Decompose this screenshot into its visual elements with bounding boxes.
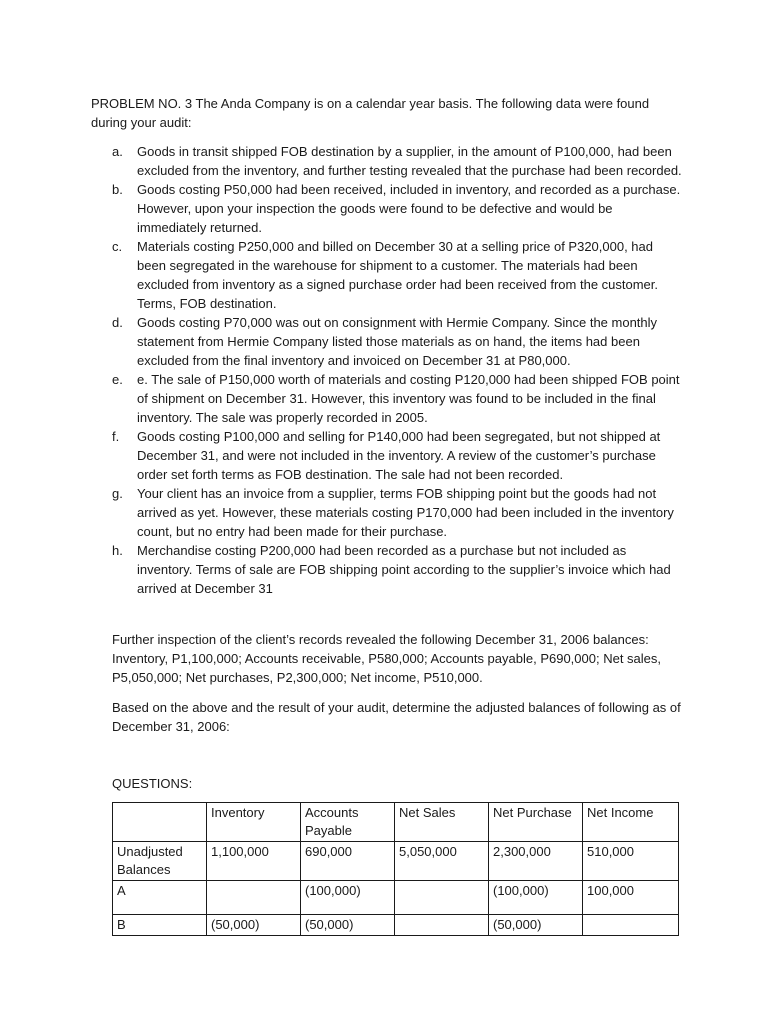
header-cell: Net Sales bbox=[395, 803, 489, 842]
list-item bbox=[112, 237, 682, 313]
table-cell: 5,050,000 bbox=[395, 842, 489, 881]
table-cell: 1,100,000 bbox=[207, 842, 301, 881]
table-row bbox=[113, 881, 679, 915]
table-cell: 100,000 bbox=[583, 881, 679, 915]
table-row bbox=[113, 915, 679, 936]
header-cell: Accounts Payable bbox=[301, 803, 395, 842]
instruction-paragraph: Based on the above and the result of your audit, determine the adjusted balances of following as of December 31, 2006: bbox=[112, 700, 681, 734]
table-cell: 510,000 bbox=[583, 842, 679, 881]
item-letter: f. bbox=[112, 429, 120, 444]
item-letter: h. bbox=[112, 543, 123, 558]
item-text: Goods costing P100,000 and selling for P140,000 had been segregated, but not shipped at December 31, and were not included in the inventory. A review of the customer’s purchase order set forth terms as FOB destination. The sale had not been recorded. bbox=[137, 429, 661, 482]
table-header-row bbox=[113, 803, 679, 842]
audit-items-list bbox=[112, 142, 682, 598]
header-cell: Net Purchase bbox=[489, 803, 583, 842]
list-item bbox=[112, 484, 682, 541]
list-item bbox=[112, 180, 682, 237]
item-letter: e. bbox=[112, 372, 123, 387]
table-cell: (50,000) bbox=[489, 915, 583, 936]
questions-label: QUESTIONS: bbox=[112, 776, 193, 791]
header-cell: Inventory bbox=[207, 803, 301, 842]
item-text: Goods costing P70,000 was out on consignment with Hermie Company. Since the monthly statement from Hermie Company listed those materials as on hand, the items had been excluded from the final inventory and invoiced on December 31 at P80,000. bbox=[137, 315, 658, 368]
item-text: Your client has an invoice from a supplier, terms FOB shipping point but the goods had not arrived as yet. However, these materials costing P170,000 had been included in the inventory count, but no entry had been made for their purchase. bbox=[137, 486, 674, 539]
item-letter: g. bbox=[112, 486, 123, 501]
list-item bbox=[112, 313, 682, 370]
item-text: Materials costing P250,000 and billed on December 30 at a selling price of P320,000, had been segregated in the warehouse for shipment to a customer. The materials had been excluded from inventory as a signed purchase order had been received from the customer. Terms, FOB destination. bbox=[137, 239, 659, 311]
further-inspection-paragraph: Further inspection of the client’s records revealed the following December 31, 2006 balances: Inventory, P1,100,000; Accounts receivable, P580,000; Accounts payable, P690,000; Net sales, P5,050,000; Net purchases, P2,300,000; Net income, P510,000. bbox=[112, 632, 662, 685]
list-item bbox=[112, 142, 682, 180]
header-cell bbox=[113, 803, 207, 842]
item-text: e. The sale of P150,000 worth of materials and costing P120,000 had been shipped FOB point of shipment on December 31. However, this inventory was found to be included in the final inventory. The sale was properly recorded in 2005. bbox=[137, 372, 680, 425]
list-item bbox=[112, 427, 682, 484]
item-letter: c. bbox=[112, 239, 123, 254]
problem-heading: PROBLEM NO. 3 The Anda Company is on a calendar year basis. The following data were found during your audit: bbox=[91, 96, 650, 130]
adjustments-table bbox=[112, 802, 679, 936]
table-cell: 2,300,000 bbox=[489, 842, 583, 881]
table-cell bbox=[395, 881, 489, 915]
item-letter: a. bbox=[112, 144, 123, 159]
item-text: Merchandise costing P200,000 had been recorded as a purchase but not included as inventory. Terms of sale are FOB shipping point according to the supplier’s invoice which had arrived at December 31 bbox=[137, 543, 671, 596]
header-cell: Net Income bbox=[583, 803, 679, 842]
row-label-cell: A bbox=[113, 881, 207, 915]
item-text: Goods in transit shipped FOB destination by a supplier, in the amount of P100,000, had been excluded from the inventory, and further testing revealed that the purchase had been recorded. bbox=[137, 144, 682, 178]
table-cell: (50,000) bbox=[301, 915, 395, 936]
table-cell: (100,000) bbox=[301, 881, 395, 915]
list-item bbox=[112, 370, 682, 427]
table-cell bbox=[207, 881, 301, 915]
table-cell bbox=[583, 915, 679, 936]
item-letter: d. bbox=[112, 315, 123, 330]
table-cell: (50,000) bbox=[207, 915, 301, 936]
row-label-cell: Unadjusted Balances bbox=[113, 842, 207, 881]
table-cell: (100,000) bbox=[489, 881, 583, 915]
table-cell bbox=[395, 915, 489, 936]
item-letter: b. bbox=[112, 182, 123, 197]
table-cell: 690,000 bbox=[301, 842, 395, 881]
list-item bbox=[112, 541, 682, 598]
item-text: Goods costing P50,000 had been received, included in inventory, and recorded as a purchase. However, upon your inspection the goods were found to be defective and would be immediately returned. bbox=[137, 182, 681, 235]
row-label-cell: B bbox=[113, 915, 207, 936]
table-row bbox=[113, 842, 679, 881]
